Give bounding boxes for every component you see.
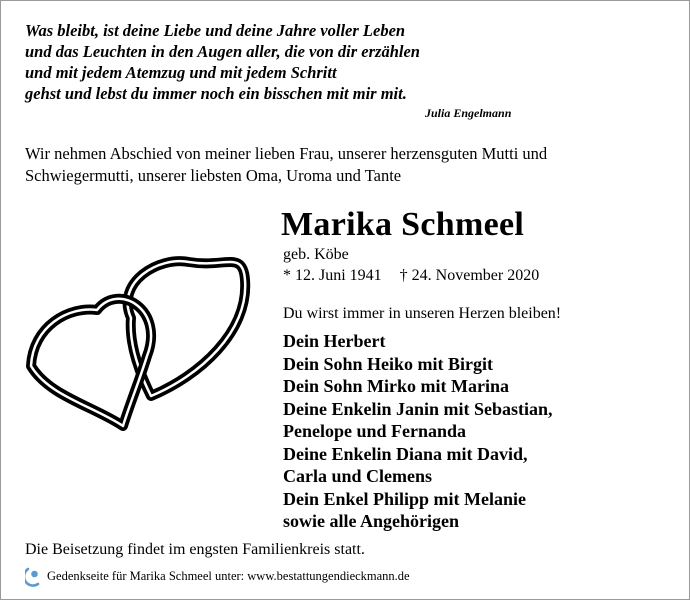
mourners-list [283,330,553,533]
mourner-line: Penelope und Fernanda [283,421,467,441]
birth-name: geb. Köbe [283,246,349,263]
funeral-note: Die Beisetzung findet im engsten Familienkreis statt. [25,541,365,558]
two-interlocking-hearts-icon [19,236,259,431]
motto: Du wirst immer in unseren Herzen bleiben! [283,305,562,322]
mourner-line: Deine Enkelin Diana mit David, [283,443,528,464]
poem-line: und mit jedem Atemzug und mit jedem Schritt [25,63,337,82]
farewell-text [25,143,547,187]
poem-line: Was bleibt, ist deine Liebe und deine Jahre voller Leben [25,21,406,40]
memorial-page-logo-icon [25,565,41,587]
birth-date: * 12. Juni 1941 [283,267,382,284]
mourner-line: Deine Enkelin Janin mit Sebastian, [283,398,553,419]
memorial-link-text[interactable]: Gedenkseite für Marika Schmeel unter: www.bestattungendieckmann.de [47,568,410,583]
mourner-line: Dein Sohn Mirko mit Marina [283,376,510,396]
poem-line: gehst und lebst du immer noch ein bisschen mit mir mit. [25,84,407,103]
deceased-name: Marika Schmeel [281,206,525,243]
mourner-line: Dein Sohn Heiko mit Birgit [283,353,494,374]
mourner-line: Dein Herbert [283,331,386,351]
mourner-line: Carla und Clemens [283,466,433,486]
life-dates [283,267,539,285]
poem [25,20,420,104]
mourner-line: sowie alle Angehörigen [283,511,459,531]
farewell-line: Wir nehmen Abschied von meiner lieben Frau, unserer herzensguten Mutti und [25,144,548,163]
poem-line: und das Leuchten in den Augen aller, die von dir erzählen [25,42,420,61]
death-date: † 24. November 2020 [399,267,540,284]
memorial-page-link[interactable] [25,565,410,587]
farewell-line: Schwiegermutti, unserer liebsten Oma, Uroma und Tante [25,166,402,185]
poem-author: Julia Engelmann [425,106,512,120]
mourner-line: Dein Enkel Philipp mit Melanie [283,488,527,509]
